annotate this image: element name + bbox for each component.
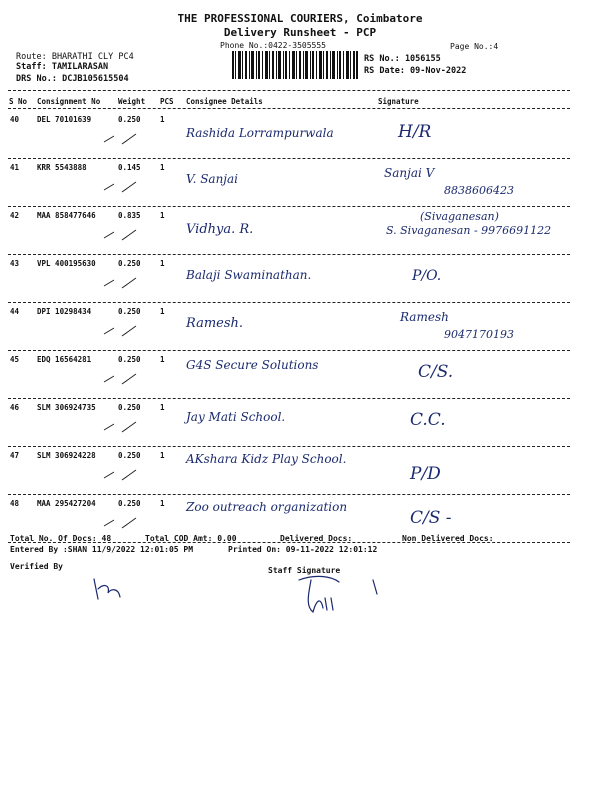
weight-cell: 0.250 — [118, 307, 141, 316]
row-rule — [8, 206, 570, 207]
col-consignment: Consignment No — [37, 97, 101, 106]
staff-signature-mark — [295, 572, 385, 622]
entered-by: Entered By :SHAN 11/9/2022 12:01:05 PM — [10, 545, 194, 554]
weight-cell: 0.835 — [118, 211, 141, 220]
staff-label: Staff: TAMILARASAN — [16, 62, 109, 72]
col-sno: S No — [9, 97, 28, 106]
staff-signature-label: Staff Signature — [268, 566, 341, 575]
signature-text: C.C. — [410, 410, 446, 430]
sno-cell: 47 — [10, 451, 20, 460]
pcs-cell: 1 — [160, 307, 165, 316]
runsheet-subtitle: Delivery Runsheet - PCP — [223, 26, 377, 39]
col-consignee: Consignee Details — [186, 97, 263, 106]
tick-mark — [100, 506, 160, 536]
table-row — [0, 304, 600, 352]
sno-cell: 40 — [10, 115, 20, 124]
pcs-cell: 1 — [160, 499, 165, 508]
tick-mark — [100, 266, 160, 296]
header-top-rule — [8, 90, 570, 91]
consignment-cell: DPI 10298434 — [37, 307, 92, 316]
consignee-name: Vidhya. R. — [186, 222, 254, 237]
consignment-cell: MAA 295427204 — [37, 499, 96, 508]
signature-text: Ramesh — [400, 310, 449, 324]
sno-cell: 48 — [10, 499, 20, 508]
row-rule — [8, 302, 570, 303]
weight-cell: 0.250 — [118, 115, 141, 124]
row-rule — [8, 494, 570, 495]
tick-mark — [100, 458, 160, 488]
row-rule — [8, 398, 570, 399]
rs-date: RS Date: 09-Nov-2022 — [364, 66, 467, 76]
verifier-signature-mark — [90, 575, 130, 605]
signature-extra: 9047170193 — [444, 328, 514, 341]
drs-number — [16, 74, 129, 84]
non-delivered-docs: Non Delivered Docs: — [402, 534, 494, 543]
weight-cell: 0.250 — [118, 403, 141, 412]
table-row — [0, 400, 600, 448]
sno-cell: 41 — [10, 163, 20, 172]
header-bottom-rule — [8, 108, 570, 109]
signature-text: P/O. — [412, 268, 442, 284]
col-pcs: PCS — [160, 97, 174, 106]
signature-text: C/S. — [418, 362, 454, 382]
weight-cell: 0.250 — [118, 355, 141, 364]
consignee-name: G4S Secure Solutions — [186, 358, 319, 372]
consignee-name: Ramesh. — [186, 316, 244, 331]
signature-text: C/S - — [410, 508, 452, 528]
table-row — [0, 160, 600, 208]
delivered-docs: Delivered Docs: — [280, 534, 353, 543]
tick-mark — [100, 122, 160, 152]
weight-cell: 0.250 — [118, 259, 141, 268]
printed-on: Printed On: 09-11-2022 12:01:12 — [228, 545, 378, 554]
page-number: Page No.:4 — [450, 42, 499, 51]
consignee-name: V. Sanjai — [186, 172, 239, 186]
pcs-cell: 1 — [160, 163, 165, 172]
consignee-name: Rashida Lorrampurwala — [186, 126, 334, 140]
consignment-cell: SLM 306924735 — [37, 403, 96, 412]
weight-cell: 0.145 — [118, 163, 141, 172]
sno-cell: 45 — [10, 355, 20, 364]
consignee-name: Zoo outreach organization — [186, 500, 348, 514]
barcode-image — [232, 51, 358, 79]
sno-cell: 46 — [10, 403, 20, 412]
signature-text: S. Sivaganesan - 9976691122 — [386, 224, 552, 237]
drs-label: DRS No.: — [16, 74, 57, 84]
pcs-cell: 1 — [160, 355, 165, 364]
consignee-name: Jay Mati School. — [186, 410, 286, 424]
tick-mark — [100, 362, 160, 392]
pcs-cell: 1 — [160, 259, 165, 268]
tick-mark — [100, 218, 160, 248]
consignment-cell: DEL 70101639 — [37, 115, 92, 124]
sno-cell: 42 — [10, 211, 20, 220]
consignment-cell: VPL 400195630 — [37, 259, 96, 268]
verified-by: Verified By — [10, 562, 63, 571]
drs-value: DCJB105615504 — [62, 74, 129, 84]
pcs-cell: 1 — [160, 211, 165, 220]
total-docs: Total No. Of Docs: 48 — [10, 534, 112, 543]
tick-mark — [100, 314, 160, 344]
row-rule — [8, 446, 570, 447]
consignment-cell: SLM 306924228 — [37, 451, 96, 460]
col-signature: Signature — [378, 97, 419, 106]
pcs-cell: 1 — [160, 115, 165, 124]
tick-mark — [100, 410, 160, 440]
signature-text: Sanjai V — [384, 166, 435, 180]
signature-extra: 8838606423 — [444, 184, 514, 197]
weight-cell: 0.250 — [118, 451, 141, 460]
phone-number: Phone No.:0422-3505555 — [220, 41, 326, 50]
consignment-cell: KRR 5543888 — [37, 163, 87, 172]
company-title: THE PROFESSIONAL COURIERS, Coimbatore — [177, 12, 423, 25]
rs-number: RS No.: 1056155 — [364, 54, 441, 64]
table-row — [0, 256, 600, 304]
signature-extra: (Sivaganesan) — [420, 210, 499, 223]
signature-text: P/D — [410, 464, 441, 484]
row-rule — [8, 158, 570, 159]
sno-cell: 44 — [10, 307, 20, 316]
consignment-cell: MAA 858477646 — [37, 211, 96, 220]
table-row — [0, 208, 600, 256]
table-row — [0, 352, 600, 400]
row-rule — [8, 350, 570, 351]
tick-mark — [100, 170, 160, 200]
row-rule — [8, 254, 570, 255]
table-row — [0, 448, 600, 496]
table-row — [0, 112, 600, 160]
sno-cell: 43 — [10, 259, 20, 268]
col-weight: Weight — [118, 97, 146, 106]
signature-text: H/R — [398, 122, 432, 142]
consignee-name: Balaji Swaminathan. — [186, 268, 312, 282]
total-cod: Total COD Amt: 0.00 — [145, 534, 237, 543]
consignee-name: AKshara Kidz Play School. — [186, 452, 347, 466]
consignment-cell: EDQ 16564281 — [37, 355, 92, 364]
route-label: Route: BHARATHI CLY PC4 — [16, 52, 134, 62]
pcs-cell: 1 — [160, 451, 165, 460]
weight-cell: 0.250 — [118, 499, 141, 508]
pcs-cell: 1 — [160, 403, 165, 412]
